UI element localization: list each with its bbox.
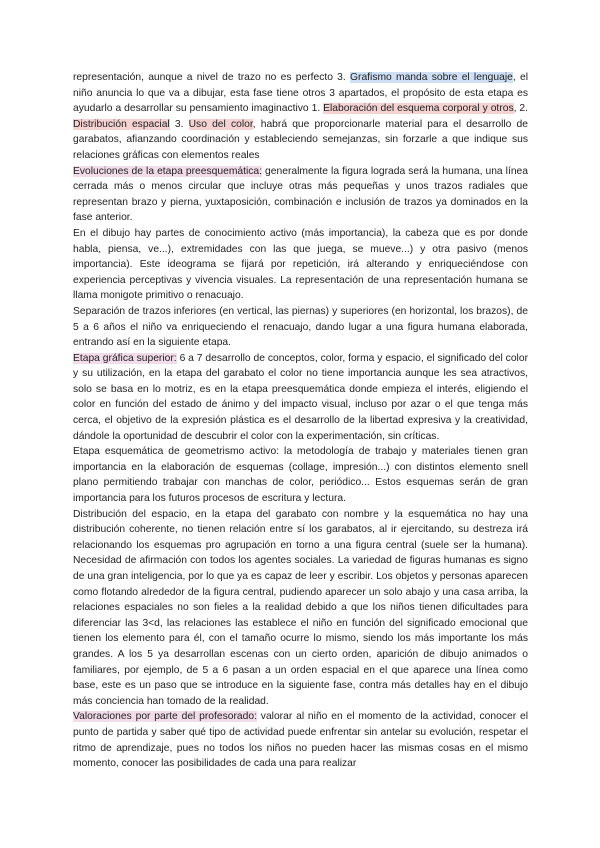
text-run: , habrá que proporcionarle material para el desarrollo de garabatos, afianzando coordinación y estableciendo semejanzas, sin forzarle a que indique sus relaciones gráficas con elementos reales (73, 118, 529, 161)
paragraph-etapa-grafica (73, 351, 528, 445)
paragraph-geometrismo (73, 444, 528, 506)
text-run: Separación de trazos inferiores (en vertical, las piernas) y superiores (en horizontal, los brazos), de 5 a 6 años el niño va enriqueciendo el renacuajo, dando lugar a una figura humana elaborada, entrando así en la siguiente etapa. (73, 305, 528, 349)
paragraph-evoluciones (73, 164, 528, 226)
highlight-distribucion-espacial: Distribución espacial (73, 118, 170, 130)
text-run: representación, aunque a nivel de trazo no es perfecto 3. (73, 72, 350, 83)
text-run: Etapa esquemática de geometrismo activo: la metodología de trabajo y materiales tienen gran importancia en la elaboración de esquemas (collage, impresión...) con distintos elemento snell plano permitiendo trabajar con manchas de color, periódico... Estos esquemas serán de gran importancia para los futuros procesos de escritura y lectura. (73, 446, 528, 505)
highlight-evoluciones: Evoluciones de la etapa preesquemática: (73, 165, 263, 177)
text-run: 6 a 7 desarrollo de conceptos, color, forma y espacio, el significado del color y su utilización, en la etapa del garabato el color no tiene importancia aunque les sea atractivos, solo se basa en lo motriz, es en la etapa preesquemática donde empieza el interés, eligiendo el color en función del estado de ánimo y del impacto visual, incluso por azar o el que tenga más cerca, el objetivo de la expresión plástica es el desarrollo de la libertad expresiva y la creatividad, dándole la oportunidad de descubrir el color con la experimentación, sin críticas. (73, 352, 528, 442)
paragraph-grafismo (73, 70, 528, 164)
text-run: Distribución del espacio, en la etapa del garabato con nombre y la esquemática no hay una distribución coherente, no tienen relación entre sí los garabatos, al ir ejercitando, su destreza irá relacionando los esquemas pro agrupación en torno a una figura central (suele ser la humana). Necesidad de afirmación con todos los agentes sociales. La variedad de figuras humanas es signo de una gran inteligencia, por lo que ya es capaz de leer y escribir. Los objetos y personas aparecen como flotando alrededor de la figura central, pudiendo aparecer un solo abajo y una casa arriba, la relaciones espaciales no son fieles a la realidad debido a que los niños tienen dificultades para diferenciar las 3<d, las relaciones las establece el niño en función del significado emocional que tienen los elemento para él, con el tamaño ocurre lo mismo, siendo los más importante los más grandes. A los 5 ya desarrollan escenas con un cierto orden, aparición de dibujo animados o familiares, por ejemplo, de 5 a 6 pasan a un orden espacial en el que aparece una línea como base, este es un paso que se introduce en la siguiente fase, contra más detalles hay en el dibujo más conciencia han tomado de la realidad. (73, 508, 528, 707)
paragraph-valoraciones (73, 709, 528, 771)
text-run: generalmente la figura lograda será la humana, una línea cerrada más o menos circular que incluye otras más pequeñas y unos trazos radiales que representan brazo y pierna, yuxtaposición, combinación e inclusión de trazos ya dominados en la fase anterior. (73, 165, 529, 224)
text-run: En el dibujo hay partes de conocimiento activo (más importancia), la cabeza que es por donde habla, piensa, ve...), extremidades con las que juega, se mueve...) y otra pasivo (menos importancia). Este ideograma se fijará por repetición, irá alterando y enriqueciéndose con experiencia perceptivas y vivencia visuales. La representación de una representación humana se llama monigote primitivo o renacuajo. (73, 227, 528, 302)
highlight-etapa-grafica-superior: Etapa gráfica superior: (73, 352, 177, 364)
paragraph-separacion-trazos (73, 304, 528, 351)
text-run: , 2. (513, 103, 528, 115)
text-run: 3. (169, 118, 189, 130)
highlight-grafismo-lenguaje: Grafismo manda sobre el lenguaje (350, 72, 513, 83)
highlight-valoraciones: Valoraciones por parte del profesorado: (73, 711, 257, 723)
text-run: valorar al niño en el momento de la actividad, conocer el punto de partida y saber qué tipo de actividad puede enfrentar sin antelar su evolución, respetar el ritmo de aprendizaje, pues no todos los niños no pueden hacer las mismas cosas en el mismo momento, conocer las posibilidades de cada una para realizar (73, 711, 528, 770)
document-page (73, 70, 528, 772)
text-run: , el niño anuncia lo que va a dibujar, esta fase tiene otros 3 apartados, el propósito de esta etapa es ayudarlo a desarrollar su pensamiento imaginactivo 1. (73, 72, 528, 115)
highlight-uso-color: Uso del color (188, 118, 253, 130)
paragraph-conocimiento (73, 226, 528, 304)
paragraph-distribucion-espacio (73, 507, 528, 710)
highlight-esquema-corporal: Elaboración del esquema corporal y otros (323, 103, 514, 115)
